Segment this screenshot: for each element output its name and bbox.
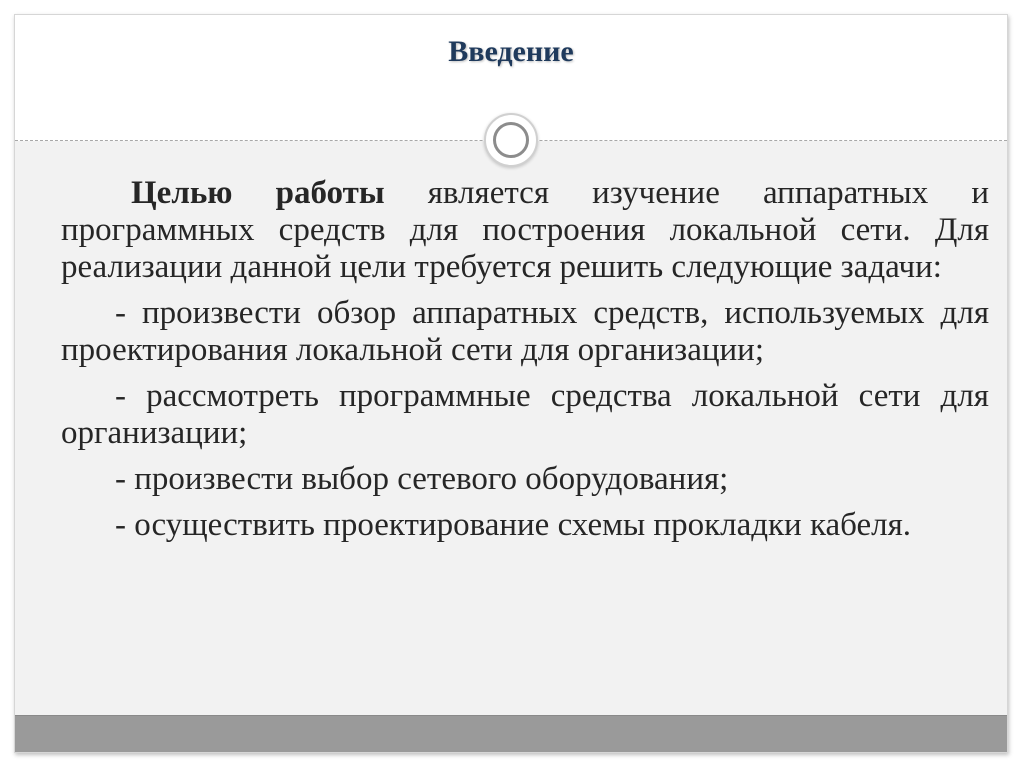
body-text [61, 175, 989, 553]
task-item-2: - рассмотреть программные средства локальной сети для организации; [61, 378, 989, 451]
task-item-4: - осуществить проектирование схемы прокладки кабеля. [115, 507, 912, 543]
footer-band [15, 715, 1007, 753]
task-item-3: - произвести выбор сетевого оборудования; [115, 461, 729, 497]
slide [14, 14, 1008, 753]
intro-paragraph [61, 175, 989, 286]
slide-title: Введение [448, 35, 574, 68]
circle-ornament-icon [484, 113, 538, 167]
task-item-1: - произвести обзор аппаратных средств, используемых для проектирования локальной сети для организации; [61, 295, 989, 368]
intro-lead: Целью работы [131, 175, 385, 211]
intro-rest: является изучение аппаратных и программных средств для построения локальной сети. Для реализации данной цели требуется решить следующие задачи: [61, 175, 989, 285]
